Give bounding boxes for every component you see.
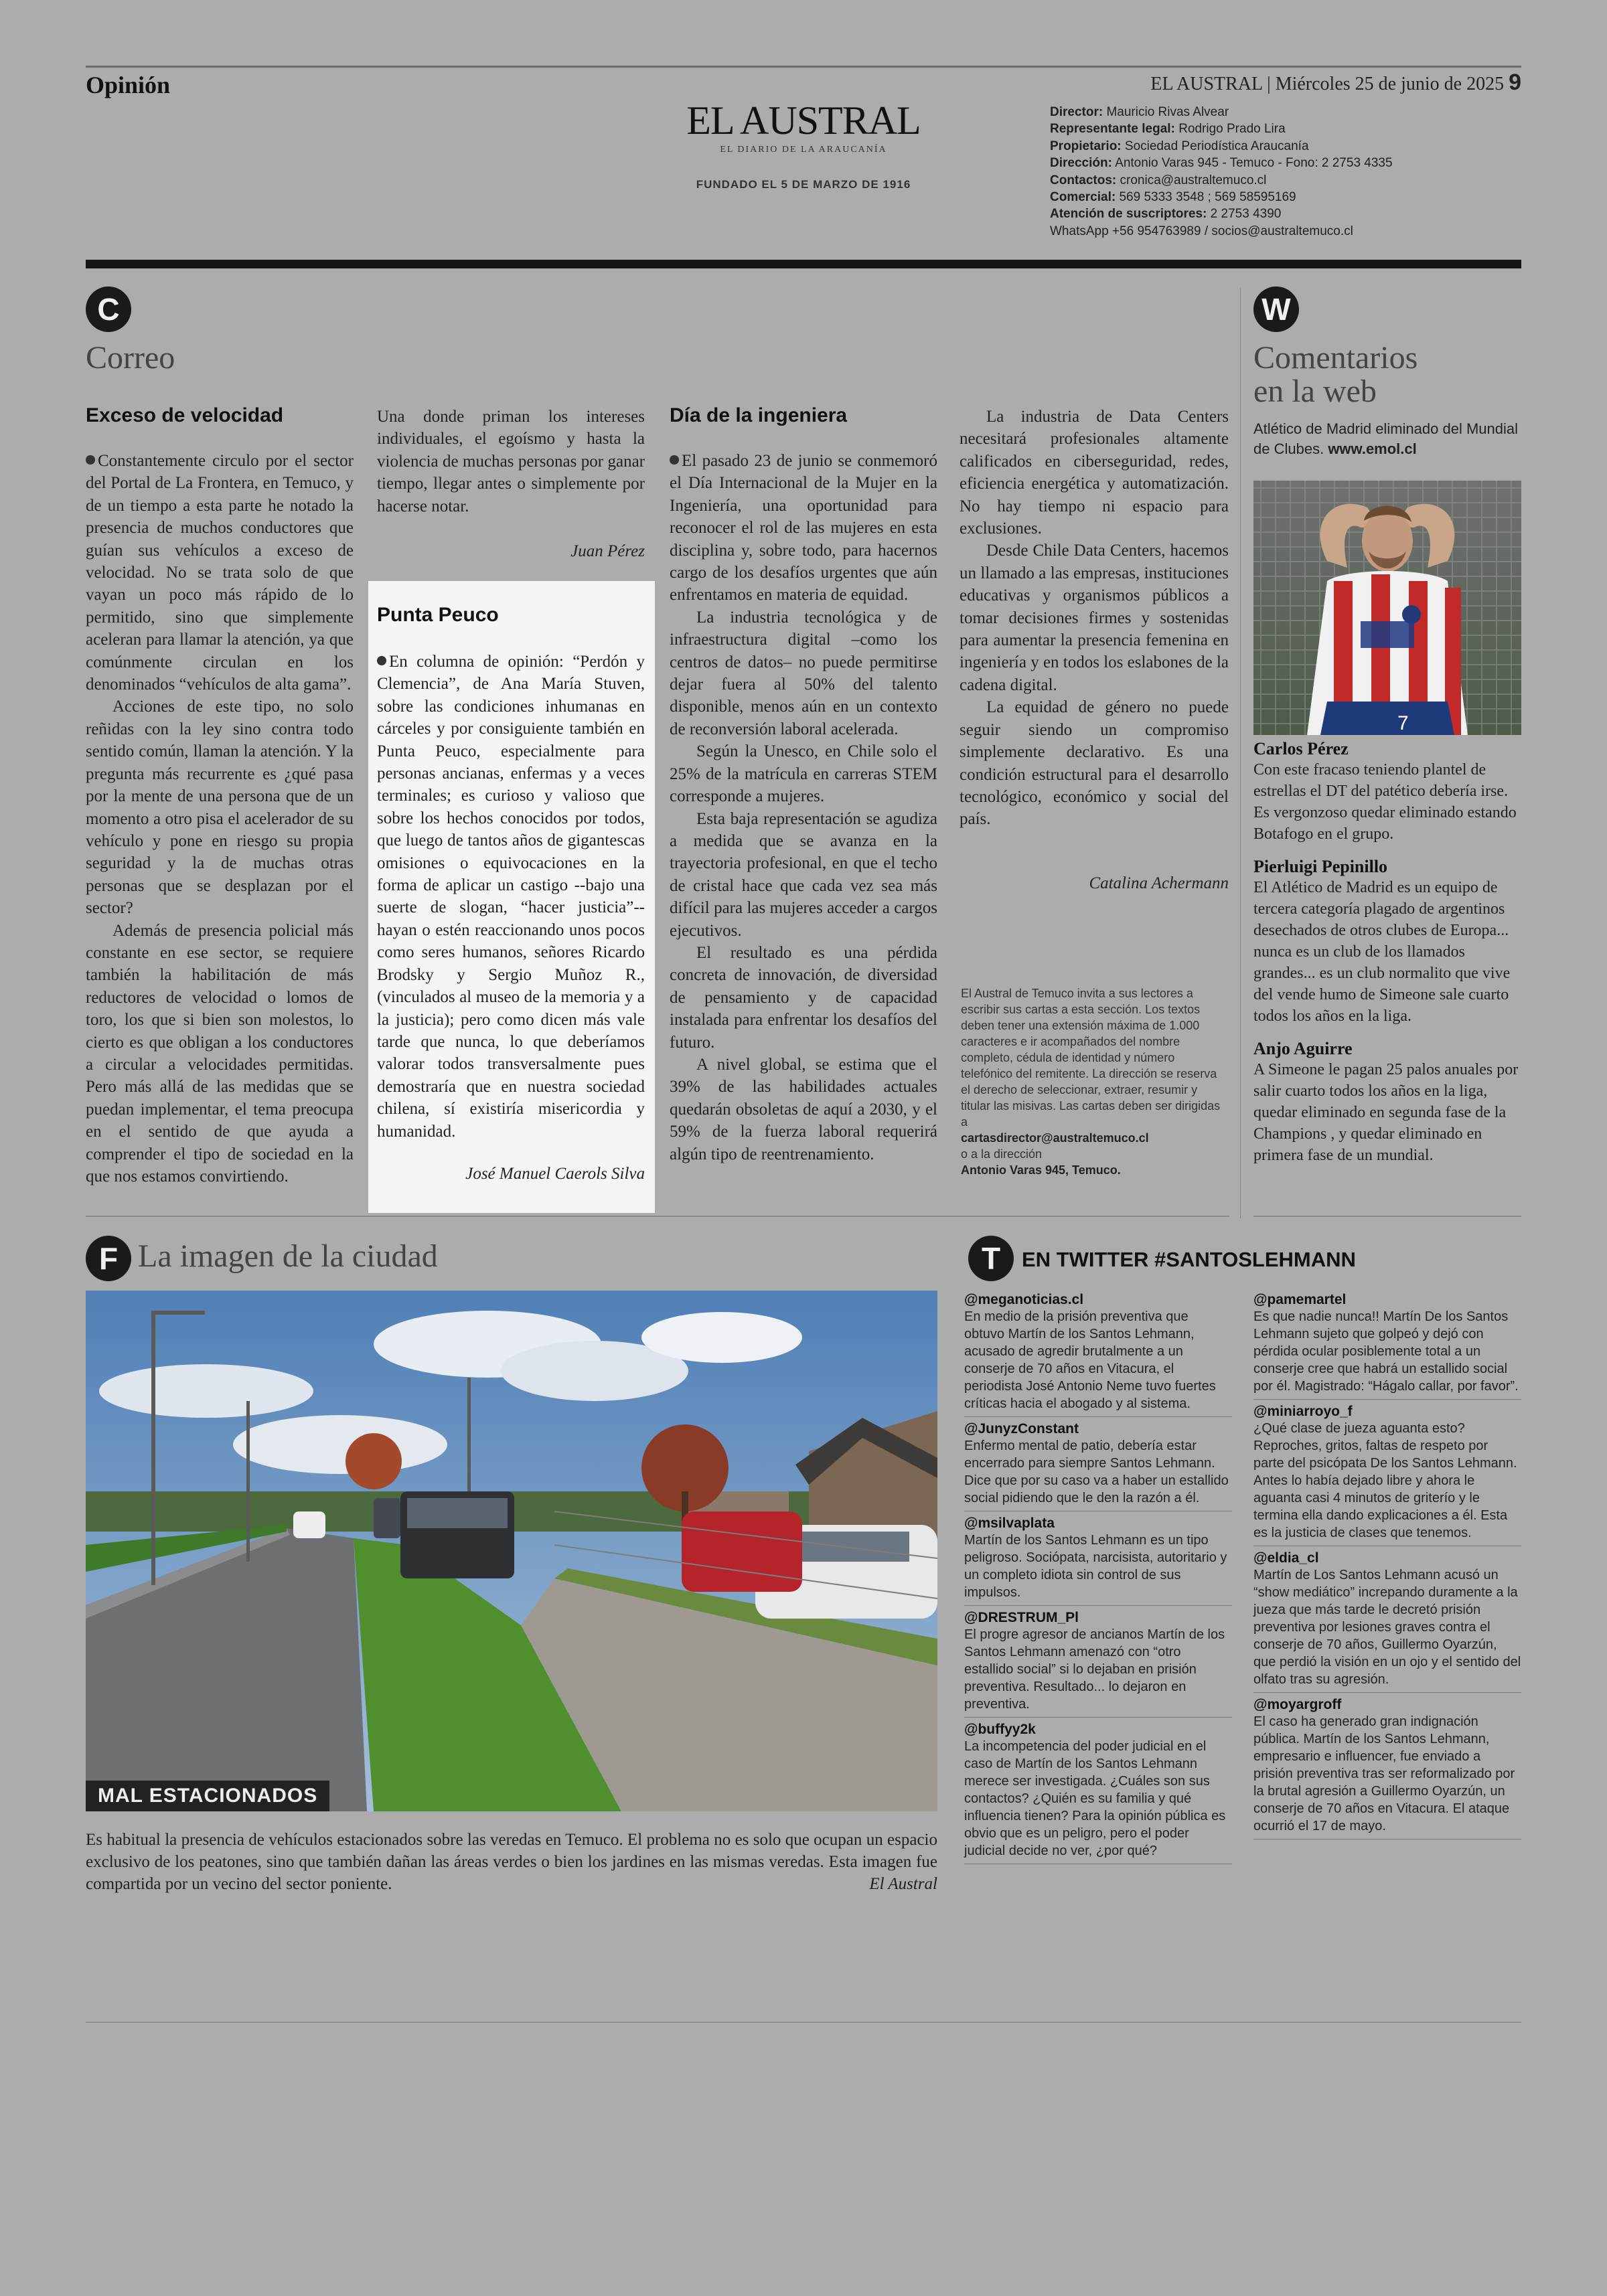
tweet-handle[interactable]: @miniarroyo_f bbox=[1253, 1404, 1353, 1419]
comment-text: Con este fracaso teniendo plantel de estrellas el DT del patético debería irse. Es vergonzoso quedar eliminado estando Botafogo en el grupo. bbox=[1253, 761, 1517, 843]
comment-text: El Atlético de Madrid es un equipo de tercera categoría plagado de argentinos desechados de otros clubes de Europa... nunca es un club de los llamados grandes... es un club normalito que vive del vende humo de Simeone sale cuarto todos los años en la liga. bbox=[1253, 879, 1511, 1025]
tweet-handle[interactable]: @buffyy2k bbox=[964, 1722, 1036, 1737]
letter-body: Constantemente circulo por el sector del Portal de La Frontera, en Temuco, y de un tiempo a esta parte he notado la presencia de muchos conductores que guían sus vehículos a exceso de velocidad. No se trata solo de que vayan un poco más rápido de lo permitido, sino que simplemente aceleran para llamar la atención, ya que comúnmente circulan en los denominados “vehículos de alta gama”. Acciones de este tipo, no solo reñidas con la ley sino contra todo sentido común, llaman la atención. Y la pregunta más recurrente es ¿qué pasa por la mente de una persona que de un momento a otro pisa el acelerador de su vehículo y pone en riesgo su propia seguridad y la de muchas otras personas que se desplazan por el sector? Además de presencia policial más constante en ese sector, se requiere también la habilitación de más reductores de velocidad o lomos de toro, los que si bien son molestos, lo cierto es que obligan a los conductores a circular a velocidades permitidas. Pero más allá de las medidas que se puedan implementar, el tema preocupa en el sentido de que ayuda a comprender el tipo de sociedad en la que nos estamos convirtiendo. bbox=[86, 452, 354, 1185]
comment-item bbox=[1253, 1039, 1521, 1166]
comment-author: Anjo Aguirre bbox=[1253, 1039, 1353, 1058]
bullet-icon bbox=[86, 455, 95, 465]
footballer-image bbox=[1253, 481, 1521, 735]
credit-line: Comercial: 569 5333 3548 ; 569 58595169 bbox=[1050, 190, 1296, 205]
tweet-text: Martín de los Santos Lehmann es un tipo peligroso. Sociópata, narcisista, autoritario y un completo idiota sin control de sus impulsos. bbox=[964, 1533, 1227, 1600]
photo-caption-tag: MAL ESTACIONADOS bbox=[86, 1781, 329, 1811]
section-title: Opinión bbox=[86, 72, 171, 98]
letter-title: Día de la ingeniera bbox=[670, 404, 848, 426]
tweet-handle[interactable]: @eldia_cl bbox=[1253, 1550, 1319, 1566]
bullet-icon bbox=[377, 656, 386, 665]
credits-block bbox=[1050, 104, 1505, 240]
letter-author: Juan Pérez bbox=[570, 542, 645, 560]
letter-author: José Manuel Caerols Silva bbox=[465, 1165, 645, 1183]
section-divider bbox=[1253, 1216, 1521, 1217]
letter-body: En columna de opinión: “Perdón y Clemencia”, de Ana María Stuven, sobre las condiciones inhumanas en cárceles y por consiguiente también en Punta Peuco, especialmente para personas ancianas, enfermas y a veces terminales; es curioso y valioso que sobre los hechos conocidos por todos, que luego de tantos años de gigantescas omisiones o equivocaciones en la forma de aplicar un castigo --bajo una suerte de slogan, “hacer justicia”-- hayan o estén reaccionando unos pocos como seres humanos, señores Ricardo Brodsky y Sergio Muñoz R., (vinculados al museo de la memoria y a la justicia); pero como dicen más vale tarde que nunca, lo que deberíamos valorar todos transversalmente pues demostraría que en nuestra sociedad chilena, sí existiría misericordia y humanidad. bbox=[377, 653, 645, 1141]
correo-badge: C bbox=[86, 286, 131, 332]
street-parking-image bbox=[86, 1291, 937, 1811]
tweet-handle[interactable]: @moyargroff bbox=[1253, 1697, 1342, 1712]
player-photo bbox=[1253, 481, 1521, 735]
logo-tagline: EL DIARIO DE LA ARAUCANÍA bbox=[720, 145, 887, 155]
submission-email: cartasdirector@australtemuco.cl bbox=[961, 1131, 1149, 1145]
header-rule bbox=[86, 260, 1521, 268]
credit-line: Director: Mauricio Rivas Alvear bbox=[1050, 105, 1229, 119]
photo-credit: El Austral bbox=[869, 1875, 937, 1893]
credit-line: Dirección: Antonio Varas 945 - Temuco - Fono: 2 2753 4335 bbox=[1050, 156, 1393, 171]
tweet bbox=[1253, 1404, 1521, 1542]
tweet-handle[interactable]: @msilvaplata bbox=[964, 1515, 1055, 1531]
tweet-handle[interactable]: @JunyzConstant bbox=[964, 1421, 1079, 1437]
comentarios-title: Comentarios en la web bbox=[1253, 340, 1418, 409]
comment-item bbox=[1253, 739, 1521, 845]
comment-text: A Simeone le pagan 25 palos anuales por salir cuarto todos los años en la liga, quedar eliminado en segunda fase de la Champions , y quedar eliminado en primera fase de un mundial. bbox=[1253, 1061, 1519, 1164]
tweet-handle[interactable]: @meganoticias.cl bbox=[964, 1292, 1084, 1307]
tweet-divider bbox=[1253, 1692, 1521, 1693]
bullet-icon bbox=[670, 455, 679, 465]
source-link[interactable]: www.emol.cl bbox=[1328, 440, 1417, 457]
newspaper-logo: EL AUSTRAL bbox=[686, 98, 921, 143]
imagen-badge: F bbox=[86, 1236, 131, 1281]
tweet-divider bbox=[964, 1605, 1232, 1606]
date-line: EL AUSTRAL | Miércoles 25 de junio de 2025 bbox=[1150, 74, 1505, 94]
page-number: 9 bbox=[1509, 70, 1521, 95]
tweet bbox=[1253, 1292, 1521, 1395]
tweet bbox=[1253, 1550, 1521, 1688]
credit-line: WhatsApp +56 954763989 / socios@australtemuco.cl bbox=[1050, 224, 1353, 238]
tweet-handle[interactable]: @pamemartel bbox=[1253, 1292, 1347, 1307]
tweet-text: En medio de la prisión preventiva que obtuvo Martín de los Santos Lehmann, acusado de agredir brutalmente a un conserje de 70 años en Vitacura, el periodista José Antonio Neme tuvo fuertes críticas hacia el abogado y al sistema. bbox=[964, 1309, 1216, 1411]
top-rule bbox=[86, 66, 1521, 68]
credit-line: Atención de suscriptores: 2 2753 4390 bbox=[1050, 207, 1282, 222]
tweet-column-left bbox=[964, 1292, 1232, 1868]
tweet bbox=[964, 1610, 1232, 1713]
imagen-title: La imagen de la ciudad bbox=[138, 1238, 438, 1274]
submission-address: Antonio Varas 945, Temuco. bbox=[961, 1163, 1121, 1177]
tweet-text: El caso ha generado gran indignación pública. Martín de los Santos Lehmann, empresario e influencer, fue enviado a prisión preventiva tras ser reformalizado por la brutal agresión a Guillermo Oyarzún, un conserje de 70 años en Vitacura. El ataque ocurrió el 17 de mayo. bbox=[1253, 1714, 1515, 1833]
tweet bbox=[964, 1421, 1232, 1507]
publication-date bbox=[1150, 70, 1521, 96]
svg-text:7: 7 bbox=[1397, 712, 1409, 734]
photo-text: Es habitual la presencia de vehículos estacionados sobre las veredas en Temuco. El problema no es solo que ocupan un espacio exclusivo de los peatones, sino que también dañan las áreas verdes o bien los jardines en las mismas veredas. Esta imagen fue compartida por un vecino del sector poniente. El Austral bbox=[86, 1829, 937, 1895]
letter-continuation: Una donde priman los intereses individuales, el egoísmo y hasta la violencia de muchas personas por ganar tiempo, llegar antes o simplemente por hacerse notar. bbox=[377, 408, 645, 515]
tweet bbox=[964, 1292, 1232, 1412]
letter-title: Punta Peuco bbox=[377, 604, 499, 626]
tweet bbox=[964, 1515, 1232, 1601]
founded-line: FUNDADO EL 5 DE MARZO DE 1916 bbox=[696, 178, 911, 191]
column-divider bbox=[1240, 288, 1241, 1218]
tweet-text: Martín de Los Santos Lehmann acusó un “show mediático” increpando duramente a la jueza que más tarde le decretó prisión preventiva por lesiones graves contra el conserje de 70 años, Guillermo Oyarzún, que perdió la visión en un ojo y el sentido del olfato tras su agresión. bbox=[1253, 1568, 1521, 1687]
comment-author: Carlos Pérez bbox=[1253, 739, 1349, 758]
tweet bbox=[964, 1722, 1232, 1860]
credit-line: Contactos: cronica@australtemuco.cl bbox=[1050, 173, 1267, 187]
comentarios-lead: Atlético de Madrid eliminado del Mundial de Clubes. www.emol.cl bbox=[1253, 420, 1518, 457]
letter-title: Exceso de velocidad bbox=[86, 404, 284, 426]
tweet-handle[interactable]: @DRESTRUM_Pl bbox=[964, 1610, 1079, 1625]
city-photo bbox=[86, 1291, 937, 1811]
tweet-column-right bbox=[1253, 1292, 1521, 1843]
credit-line: Propietario: Sociedad Periodística Araucanía bbox=[1050, 139, 1309, 153]
section-divider bbox=[86, 1216, 1229, 1217]
tweet-text: Enfermo mental de patio, debería estar encerrado para siempre Santos Lehmann. Dice que por su caso va a haber un estallido social pidiendo que le den la razón a él. bbox=[964, 1439, 1229, 1505]
bottom-rule bbox=[86, 2022, 1521, 2023]
comment-item bbox=[1253, 857, 1521, 1027]
tweet-text: ¿Qué clase de jueza aguanta esto? Reproches, gritos, faltas de respeto por parte del psicópata De los Santos Lehmann. Antes lo había dejado libre y ahora le aguanta casi 4 minutos de griterío y le termina ella dando explicaciones a él. Esta es la justicia de clases que tenemos. bbox=[1253, 1421, 1517, 1540]
comment-list bbox=[1253, 739, 1521, 1166]
credit-line: Representante legal: Rodrigo Prado Lira bbox=[1050, 122, 1286, 137]
submission-or: o a la dirección bbox=[961, 1147, 1043, 1161]
letter-author: Catalina Achermann bbox=[1089, 874, 1229, 892]
comment-author: Pierluigi Pepinillo bbox=[1253, 857, 1388, 876]
comentarios-badge: W bbox=[1253, 286, 1299, 332]
tweet-text: La incompetencia del poder judicial en el caso de Martín de los Santos Lehmann merece ser investigada. ¿Cuáles son sus contactos? ¿Quién es su familia y qué influencia tienen? Para la opinión pública es obvio que es un peligro, pero el poder judicial decide no ver, ¿por qué? bbox=[964, 1739, 1226, 1858]
masthead bbox=[670, 100, 937, 191]
correo-title: Correo bbox=[86, 340, 175, 376]
submission-note: El Austral de Temuco invita a sus lectores a escribir sus cartas a esta sección. Los textos deben tener una extensión máxima de 1.000 caracteres e ir acompañados del nombre completo, cédula de identidad y número telefónico del remitente. La dirección se reserva el derecho de seleccionar, extraer, resumir y titular las misivas. Las cartas deben ser dirigidas a cartasdirector@australtemuco.cl o a la dirección Antonio Varas 945, Temuco. bbox=[961, 985, 1229, 1178]
tweet-divider bbox=[964, 1416, 1232, 1417]
tweet-text: El progre agresor de ancianos Martín de los Santos Lehmann amenazó con “otro estallido social” si lo dejaban en prisión preventiva. Resultado... lo dejaron en preventiva. bbox=[964, 1627, 1225, 1712]
tweet bbox=[1253, 1697, 1521, 1835]
twitter-badge: T bbox=[968, 1236, 1014, 1281]
tweet-divider bbox=[1253, 1399, 1521, 1400]
letter-body: El pasado 23 de junio se conmemoró el Día Internacional de la Mujer en la Ingeniería, una oportunidad para reconocer el rol de las mujeres en esta disciplina y, sobre todo, para hacernos cargo de los desafíos urgentes que aún enfrentamos en materia de equidad. La industria tecnológica y de infraestructura digital –como los centros de datos– no puede permitirse dejar fuera al 50% del talento disponible, menos aún en un contexto de reconversión laboral acelerada. Según la Unesco, en Chile solo el 25% de la matrícula en carreras STEM corresponde a mujeres. Esta baja representación se agudiza a medida que se avanza en la trayectoria profesional, en que el techo de cristal hace que cada vez sea más difícil para las mujeres acceder a cargos ejecutivos. El resultado es una pérdida concreta de innovación, de diversidad de pensamiento y de capacidad instalada para enfrentar los desafíos del futuro. A nivel global, se estima que el 39% de las habilidades actuales quedarán obsoletas de aquí a 2030, y el 59% de la fuerza laboral requerirá algún tipo de reentrenamiento. bbox=[670, 452, 937, 1163]
twitter-title: EN TWITTER #SANTOSLEHMANN bbox=[1022, 1248, 1356, 1271]
tweet-divider bbox=[964, 1717, 1232, 1718]
tweet-text: Es que nadie nunca!! Martín De los Santos Lehmann sujeto que golpeó y dejó con pérdida ocular posiblemente total a un conserje cree que habrá un estallido social por él. Magistrado: “Hágalo callar, por favor”. bbox=[1253, 1309, 1519, 1394]
letter-continuation: La industria de Data Centers necesitará profesionales altamente calificados en ciberseguridad, redes, eficiencia energética y automatización. No hay tiempo ni espacio para exclusiones. Desde Chile Data Centers, hacemos un llamado a las empresas, instituciones educativas y organismos públicos a tomar decisiones firmes y sostenidas para aumentar la presencia femenina en ingeniería y en todos los eslabones de la cadena digital. La equidad de género no puede seguir siendo un compromiso simplemente declarativo. Es una condición estructural para el desarrollo tecnológico, económico y social del país. bbox=[960, 408, 1229, 829]
